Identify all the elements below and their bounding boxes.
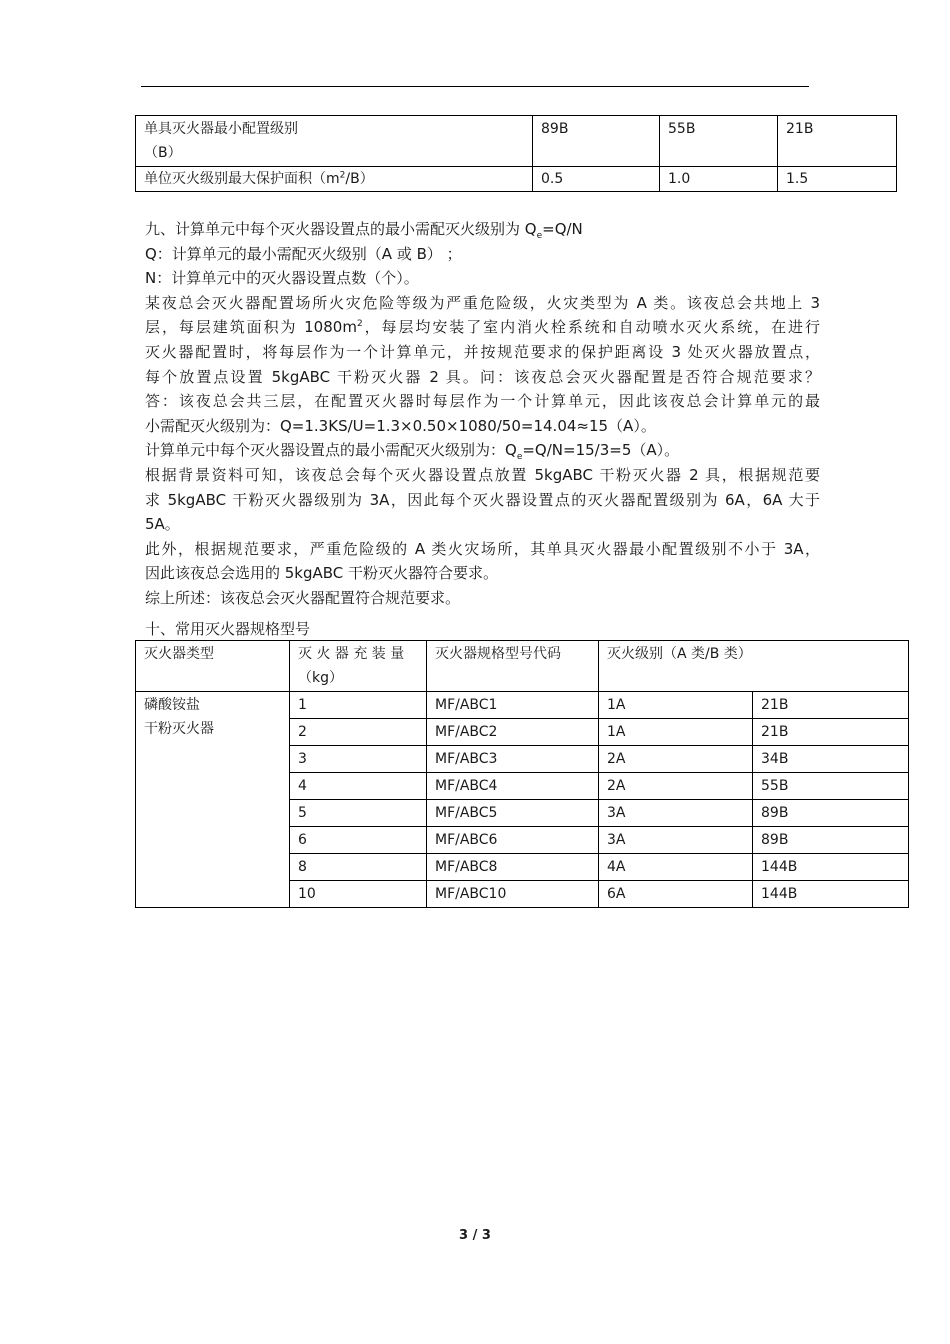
header-cell-fill bbox=[290, 641, 427, 692]
kg-cell: 4 bbox=[290, 773, 427, 800]
b-level-cell: 21B bbox=[753, 692, 909, 719]
a-level-cell: 6A bbox=[599, 881, 753, 908]
kg-cell: 6 bbox=[290, 827, 427, 854]
table-cell: 21B bbox=[778, 116, 897, 167]
paragraph-line: 层，每层建筑面积为 $1080m^2$，每层均安装了室内消火栓系统和自动喷水灭火系统，在进行 bbox=[145, 318, 820, 337]
code-cell: MF/ABC5 bbox=[427, 800, 599, 827]
a-level-cell: 2A bbox=[599, 773, 753, 800]
code-cell: MF/ABC1 bbox=[427, 692, 599, 719]
kg-cell: 3 bbox=[290, 746, 427, 773]
paragraph-line: 根据背景资料可知，该夜总会每个灭火器设置点放置 5kgABC 干粉灭火器 2 具，根据规范要 bbox=[145, 465, 820, 484]
header-rule bbox=[141, 86, 809, 87]
paragraph-line: 求 5kgABC 干粉灭火器级别为 3A，因此每个灭火器设置点的灭火器配置级别为 6A，6A 大于 bbox=[145, 490, 820, 509]
b-level-cell: 89B bbox=[753, 800, 909, 827]
table-cell bbox=[136, 116, 533, 167]
paragraph-line: 答：该夜总会共三层，在配置灭火器时每层作为一个计算单元，因此该夜总会计算单元的最 bbox=[145, 392, 820, 411]
section-heading bbox=[145, 217, 820, 242]
paragraph-line bbox=[145, 438, 820, 463]
cell-text: /B） bbox=[345, 171, 374, 187]
text-span: 计算单元中每个灭火器设置点的最小需配灭火级别为：Q bbox=[145, 441, 517, 460]
definition-q: Q：计算单元的最小需配灭火级别（A 或 B） ； bbox=[145, 244, 462, 263]
subscript: e bbox=[516, 452, 523, 463]
table-row bbox=[136, 116, 897, 167]
table-row bbox=[136, 167, 897, 192]
kg-cell: 1 bbox=[290, 692, 427, 719]
b-level-cell: 55B bbox=[753, 773, 909, 800]
b-level-cell: 89B bbox=[753, 827, 909, 854]
cell-text: 单具灭火器最小配置级别 bbox=[144, 121, 298, 137]
code-cell: MF/ABC8 bbox=[427, 854, 599, 881]
heading-text: 九、计算单元中每个灭火器设置点的最小需配灭火级别为 Q bbox=[145, 220, 537, 238]
a-level-cell: 4A bbox=[599, 854, 753, 881]
paragraph-line: 灭火器配置时，将每层作为一个计算单元，并按规范要求的保护距离设 3 处灭火器放置点， bbox=[145, 342, 820, 361]
header-cell-level: 灭火级别（A 类/B 类） bbox=[599, 641, 909, 692]
paragraph-line: 因此该夜总会选用的 5kgABC 干粉灭火器符合要求。 bbox=[145, 564, 499, 583]
section-nine bbox=[145, 217, 820, 611]
table-cell: 89B bbox=[533, 116, 660, 167]
code-cell: MF/ABC2 bbox=[427, 719, 599, 746]
cell-text: （kg） bbox=[298, 670, 343, 686]
section-ten-heading: 十、常用灭火器规格型号 bbox=[145, 620, 311, 638]
code-cell: MF/ABC10 bbox=[427, 881, 599, 908]
paragraph-line: 某夜总会灭火器配置场所火灾危险等级为严重危险级，火灾类型为 A 类。该夜总会共地上 3 bbox=[145, 293, 820, 312]
table-cell: 1.5 bbox=[778, 167, 897, 192]
header-cell-code: 灭火器规格型号代码 bbox=[427, 641, 599, 692]
heading-text: =Q/N bbox=[542, 220, 583, 238]
a-level-cell: 2A bbox=[599, 746, 753, 773]
b-level-cell: 144B bbox=[753, 854, 909, 881]
definition-n: N：计算单元中的灭火器设置点数（个）。 bbox=[145, 269, 419, 288]
code-cell: MF/ABC3 bbox=[427, 746, 599, 773]
table-cell: 0.5 bbox=[533, 167, 660, 192]
superscript: 2 bbox=[339, 170, 346, 181]
superscript: 2 bbox=[356, 319, 363, 330]
paragraph-line: 综上所述：该夜总会灭火器配置符合规范要求。 bbox=[145, 588, 461, 607]
a-level-cell: 1A bbox=[599, 719, 753, 746]
table-header-row bbox=[136, 641, 909, 692]
b-level-cell: 21B bbox=[753, 719, 909, 746]
b-level-cell: 34B bbox=[753, 746, 909, 773]
extinguisher-spec-table bbox=[135, 640, 909, 908]
paragraph-line: 每个放置点设置 5kgABC 干粉灭火器 2 具。问：该夜总会灭火器配置是否符合规范要求？ bbox=[145, 367, 820, 386]
cell-text: 干粉灭火器 bbox=[144, 721, 214, 737]
kg-cell: 8 bbox=[290, 854, 427, 881]
a-level-cell: 3A bbox=[599, 800, 753, 827]
table-cell: 1.0 bbox=[660, 167, 778, 192]
type-cell bbox=[136, 692, 290, 908]
a-level-cell: 1A bbox=[599, 692, 753, 719]
paragraph-line: 5A。 bbox=[145, 515, 180, 534]
table-row bbox=[136, 692, 909, 719]
cell-text: 单位灭火级别最大保护面积（m bbox=[144, 171, 340, 187]
fire-rating-table bbox=[135, 115, 897, 192]
table-cell: 55B bbox=[660, 116, 778, 167]
kg-cell: 10 bbox=[290, 881, 427, 908]
table-cell bbox=[136, 167, 533, 192]
header-cell-type: 灭火器类型 bbox=[136, 641, 290, 692]
code-cell: MF/ABC4 bbox=[427, 773, 599, 800]
paragraph-line: 此外，根据规范要求，严重危险级的 A 类火灾场所，其单具灭火器最小配置级别不小于 3A， bbox=[145, 539, 820, 558]
subscript: e bbox=[536, 231, 543, 241]
kg-cell: 5 bbox=[290, 800, 427, 827]
kg-cell: 2 bbox=[290, 719, 427, 746]
page-number: 3 / 3 bbox=[459, 1228, 491, 1243]
cell-text: （B） bbox=[144, 145, 182, 161]
paragraph-line: 小需配灭火级别为：Q=1.3KS/U=1.3×0.50×1080/50=14.04≈15（A）。 bbox=[145, 416, 656, 435]
cell-text: 磷酸铵盐 bbox=[144, 697, 200, 713]
text-span: =Q/N=15/3=5（A）。 bbox=[522, 441, 680, 460]
code-cell: MF/ABC6 bbox=[427, 827, 599, 854]
b-level-cell: 144B bbox=[753, 881, 909, 908]
cell-text: 灭 火 器 充 装 量 bbox=[298, 646, 405, 662]
a-level-cell: 3A bbox=[599, 827, 753, 854]
